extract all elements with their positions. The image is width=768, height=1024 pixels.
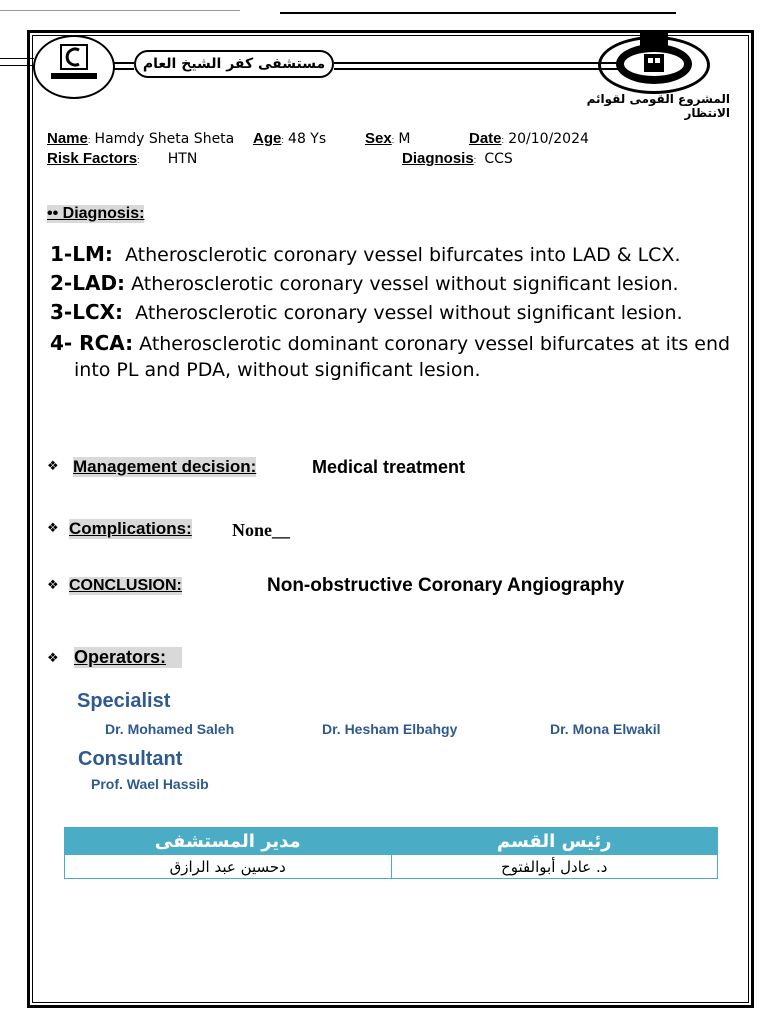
diamond-bullet-icon: ❖ <box>47 651 59 666</box>
diagnosis-value: CCS <box>484 151 513 167</box>
diagnosis-item-lm <box>50 241 681 269</box>
department-head-name: د. عادل أبوالفتوح <box>391 855 718 879</box>
management-label: Management decision: <box>73 457 257 476</box>
top-rule <box>280 12 676 14</box>
management-value: Medical treatment <box>312 457 466 477</box>
patient-sex: Sex: M <box>365 130 411 147</box>
name-value: Hamdy Sheta Sheta <box>94 131 235 147</box>
hospital-director-name: دحسين عبد الرازق <box>65 855 392 879</box>
date-value: 20/10/2024 <box>508 131 589 147</box>
conclusion-value: Non-obstructive Coronary Angiography <box>267 575 625 596</box>
conclusion-label: CONCLUSION: <box>69 577 182 594</box>
hospital-name: مستشفى كفر الشيخ العام <box>134 50 334 78</box>
diagnosis-key: 4- RCA: <box>50 331 134 355</box>
hospital-logo-icon <box>33 35 115 99</box>
consultant-heading: Consultant <box>78 748 183 770</box>
patient-date: Date: 20/10/2024 <box>469 130 589 147</box>
sex-value: M <box>398 131 411 147</box>
diagnosis-key: 1-LM: <box>50 242 113 266</box>
diagnosis-heading: •• Diagnosis: <box>47 205 145 222</box>
complications-value: None__ <box>232 520 290 540</box>
diagnosis-item-lad <box>50 270 679 298</box>
diagnosis-item-rca <box>50 330 730 358</box>
name-label: Name <box>47 130 88 147</box>
logo-left-connector <box>0 58 34 66</box>
specialist-name: Dr. Mona Elwakil <box>550 721 661 737</box>
diagnosis-item-lcx <box>50 299 683 327</box>
specialist-name: Dr. Mohamed Saleh <box>105 721 235 737</box>
risk-value: HTN <box>167 151 198 167</box>
operators-label: Operators: <box>74 647 182 668</box>
patient-name-row: Name: Hamdy Sheta Sheta <box>47 130 235 147</box>
sex-label: Sex <box>365 130 392 147</box>
diagnosis-label: Diagnosis <box>402 150 474 167</box>
risk-factors-row: Risk Factors: HTN <box>47 150 198 167</box>
consultant-name: Prof. Wael Hassib <box>91 776 209 792</box>
diamond-bullet-icon: ❖ <box>47 578 59 593</box>
age-label: Age <box>253 130 282 147</box>
specialist-name: Dr. Hesham Elbahgy <box>322 721 458 737</box>
project-name: المشروع القومى لقوائم الانتظار <box>586 92 730 120</box>
age-value: 48 Ys <box>288 131 327 147</box>
project-logo-top-icon <box>640 30 668 48</box>
department-head-header: رئيس القسم <box>391 828 718 855</box>
complications-label: Complications: <box>69 519 192 538</box>
diamond-bullet-icon: ❖ <box>47 459 59 474</box>
diagnosis-text: Atherosclerotic dominant coronary vessel bifurcates at its end <box>139 333 731 355</box>
diagnosis-text: Atherosclerotic coronary vessel without significant lesion. <box>135 302 683 324</box>
diagnosis-item-rca-cont: into PL and PDA, without significant lesion. <box>74 359 481 381</box>
project-logo-ring-icon <box>616 44 692 84</box>
diagnosis-text: Atherosclerotic coronary vessel without significant lesion. <box>131 273 679 295</box>
header-double-line <box>334 62 624 70</box>
top-rule-thin <box>0 10 240 11</box>
date-label: Date <box>469 130 502 147</box>
signature-table <box>64 827 718 879</box>
diagnosis-summary: Diagnosis: CCS <box>402 150 513 167</box>
diagnosis-text: Atherosclerotic coronary vessel bifurcates into LAD & LCX. <box>124 244 681 266</box>
diamond-bullet-icon: ❖ <box>47 521 59 536</box>
specialist-heading: Specialist <box>77 690 171 712</box>
risk-label: Risk Factors <box>47 150 138 167</box>
patient-age: Age: 48 Ys <box>253 130 327 147</box>
logo-left-connector-right <box>114 62 134 70</box>
hospital-director-header: مدير المستشفى <box>65 828 392 855</box>
diagnosis-key: 2-LAD: <box>50 271 126 295</box>
signature-name-row <box>65 855 718 879</box>
signature-header-row <box>65 828 718 855</box>
diagnosis-key: 3-LCX: <box>50 300 124 324</box>
